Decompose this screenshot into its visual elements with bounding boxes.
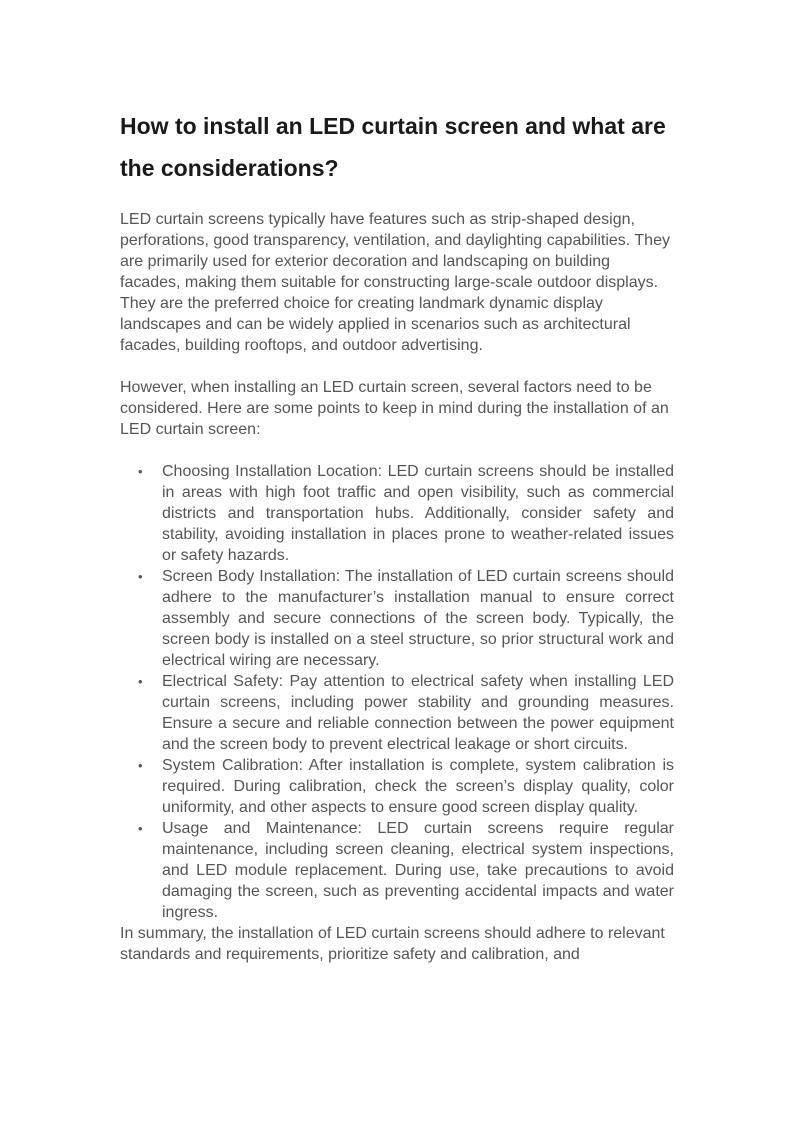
lead-in-paragraph: However, when installing an LED curtain screen, several factors need to be considered. Here are some points to keep in mind during the installation of an LED curtain screen: — [120, 379, 669, 438]
list-item-text: Usage and Maintenance: LED curtain screens require regular maintenance, including screen cleaning, electrical system inspections, and LED module replacement. During use, take precautions to avoid damaging the screen, such as preventing accidental impacts and water ingress. — [162, 820, 674, 921]
list-item-text: System Calibration: After installation is complete, system calibration is required. During calibration, check the screen’s display quality, color uniformity, and other aspects to ensure good screen display quality. — [162, 757, 674, 816]
article-title: How to install an LED curtain screen and what are the considerations? — [120, 113, 666, 181]
bullet-icon: • — [138, 464, 143, 479]
document-page — [120, 105, 674, 965]
bullet-icon: • — [138, 758, 143, 773]
bullet-icon: • — [138, 569, 143, 584]
list-item-text: Electrical Safety: Pay attention to electrical safety when installing LED curtain screens, including power stability and grounding measures. Ensure a secure and reliable connection between the power equipment and the screen body to prevent electrical leakage or short circuits. — [162, 673, 674, 753]
summary-paragraph: In summary, the installation of LED curtain screens should adhere to relevant standards and requirements, prioritize safety and calibration, and — [120, 925, 665, 963]
list-item — [120, 566, 674, 671]
list-item — [120, 461, 674, 566]
list-item — [120, 818, 674, 923]
list-item-text: Choosing Installation Location: LED curtain screens should be installed in areas with high foot traffic and open visibility, such as commercial districts and transportation hubs. Additionally, consider safety and stability, avoiding installation in places prone to weather-related issues or safety hazards. — [162, 463, 674, 564]
bullet-icon: • — [138, 821, 143, 836]
list-item — [120, 671, 674, 755]
bullet-icon: • — [138, 674, 143, 689]
intro-paragraph: LED curtain screens typically have features such as strip-shaped design, perforations, good transparency, ventilation, and daylighting capabilities. They are primarily used for exterior decoration and landscaping on building facades, making them suitable for constructing large-scale outdoor displays. They are the preferred choice for creating landmark dynamic display landscapes and can be widely applied in scenarios such as architectural facades, building rooftops, and outdoor advertising. — [120, 211, 670, 354]
list-item — [120, 755, 674, 818]
considerations-list — [120, 461, 674, 923]
list-item-text: Screen Body Installation: The installation of LED curtain screens should adhere to the manufacturer’s installation manual to ensure correct assembly and secure connections of the screen body. Typically, the screen body is installed on a steel structure, so prior structural work and electrical wiring are necessary. — [162, 568, 674, 669]
